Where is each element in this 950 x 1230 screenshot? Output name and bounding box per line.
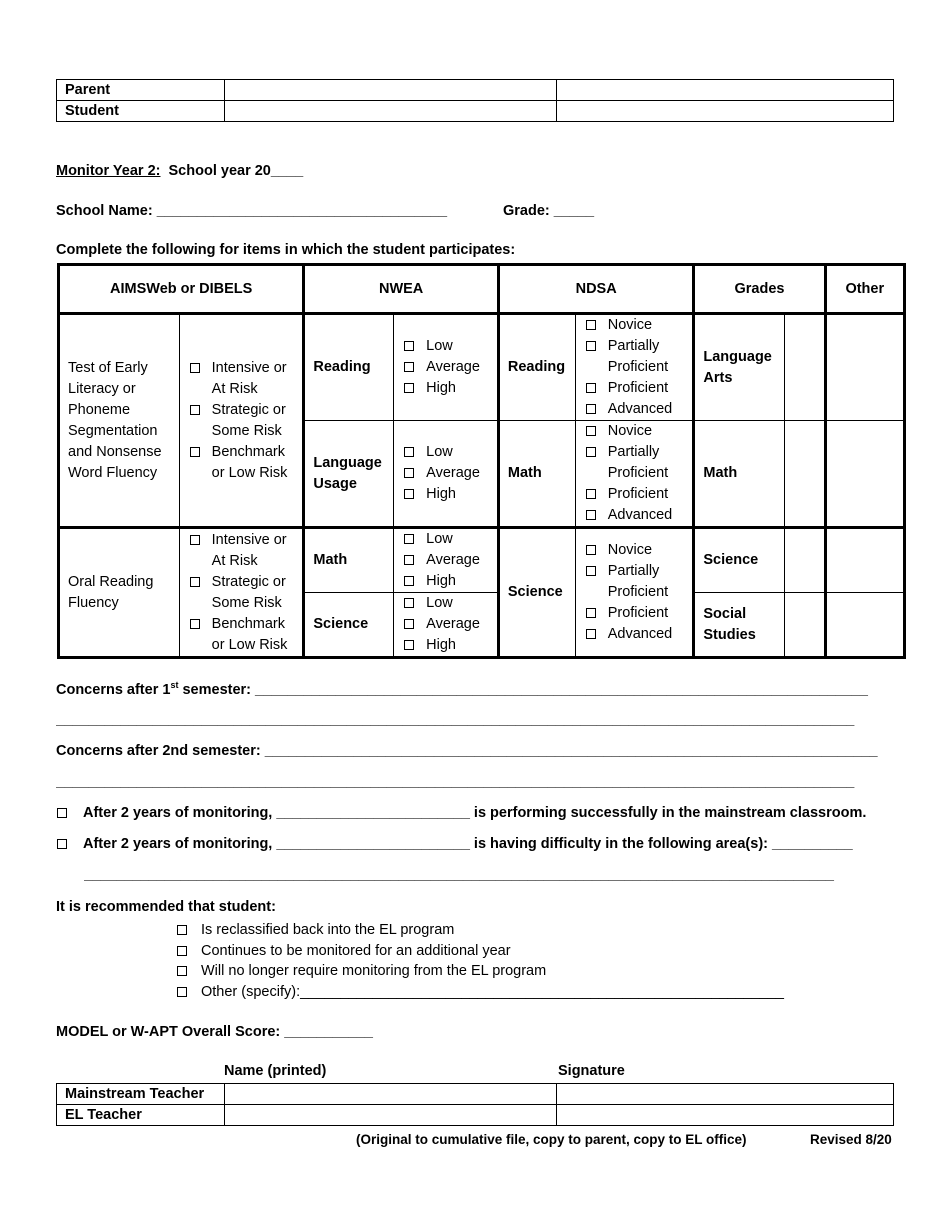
checkbox[interactable] <box>177 946 187 956</box>
checkbox[interactable] <box>586 341 596 351</box>
other-entry[interactable] <box>825 314 904 421</box>
name-cell[interactable] <box>225 1105 557 1126</box>
name-cell[interactable] <box>225 1084 557 1105</box>
option-label: Intensive or <box>211 359 287 376</box>
grades-subject-math: Math <box>694 421 785 528</box>
nwea-levels-language-usage <box>394 421 499 528</box>
option-label: or Low Risk <box>211 464 288 481</box>
option-label: Average <box>426 616 480 632</box>
option <box>394 550 497 571</box>
grade-field[interactable]: Grade: _____ <box>503 203 595 219</box>
option <box>576 378 693 399</box>
header-nwea: NWEA <box>304 265 499 314</box>
option <box>576 561 693 603</box>
option-label: Average <box>426 552 480 568</box>
column-header-name: Name (printed) <box>224 1063 327 1079</box>
option-label: Low <box>426 595 453 611</box>
aims-test-oral-reading <box>59 528 180 658</box>
option-label: At Risk <box>211 552 258 569</box>
option-label: Average <box>426 359 480 375</box>
option-label: Proficient <box>607 465 669 481</box>
ndsa-subject-science: Science <box>498 528 575 658</box>
option <box>394 357 497 378</box>
table-row <box>57 80 894 101</box>
checkbox[interactable] <box>404 640 414 650</box>
nwea-subject-language-usage <box>304 421 394 528</box>
option <box>180 530 303 572</box>
concerns-second-semester[interactable]: Concerns after 2nd semester: ____________________________________________________________________________ <box>56 743 878 759</box>
option-label: Benchmark <box>211 443 285 460</box>
option-label: Low <box>426 338 453 354</box>
checkbox[interactable] <box>404 576 414 586</box>
teacher-signature-table <box>56 1083 894 1126</box>
option-label: or Low Risk <box>211 636 288 653</box>
checkbox[interactable] <box>586 608 596 618</box>
checkbox[interactable] <box>404 555 414 565</box>
nwea-subject-reading: Reading <box>304 314 394 421</box>
option-label: Proficient <box>607 584 669 600</box>
concerns-line-1[interactable]: ___________________________________________________________________________________________________ <box>56 712 855 728</box>
other-entry[interactable] <box>825 528 904 593</box>
option-label: High <box>426 573 456 589</box>
option-label: Strategic or <box>211 401 286 418</box>
option <box>180 400 303 442</box>
text-line: Usage <box>313 475 357 492</box>
text-line: and Nonsense <box>68 443 162 460</box>
option-label: Novice <box>607 542 653 558</box>
checkbox[interactable] <box>190 619 200 629</box>
option <box>576 421 693 442</box>
text-line: Language <box>313 454 382 471</box>
signature-cell[interactable] <box>557 80 894 101</box>
option <box>576 315 693 336</box>
text-line: Studies <box>703 626 756 643</box>
option <box>576 399 693 420</box>
outcome-difficulty <box>57 836 853 852</box>
checkbox[interactable] <box>57 808 67 818</box>
grades-subject-science: Science <box>694 528 785 593</box>
grade-entry[interactable] <box>785 421 825 528</box>
checkbox[interactable] <box>404 468 414 478</box>
option-label: Intensive or <box>211 531 287 548</box>
text-line: Arts <box>703 369 733 386</box>
option-label: High <box>426 637 456 653</box>
school-year-field[interactable]: School year 20____ <box>168 163 304 179</box>
checkbox[interactable] <box>586 545 596 555</box>
checkbox[interactable] <box>586 629 596 639</box>
ndsa-subject-math: Math <box>498 421 575 528</box>
option <box>394 484 497 505</box>
option-label: Partially <box>607 563 660 579</box>
outcome-text: After 2 years of monitoring, ________________________ is performing successfully in the mainstream classroom. <box>83 805 867 821</box>
school-name-field[interactable]: School Name: ____________________________________ <box>56 203 448 219</box>
text-line: Literacy or <box>68 380 136 397</box>
checkbox[interactable] <box>586 404 596 414</box>
option <box>394 463 497 484</box>
recommendation-label: It is recommended that student: <box>56 899 276 915</box>
option-label: Partially <box>607 338 660 354</box>
checkbox[interactable] <box>404 619 414 629</box>
nwea-levels-reading <box>394 314 499 421</box>
checkbox[interactable] <box>586 447 596 457</box>
option-label: Advanced <box>607 507 673 523</box>
option <box>394 635 497 656</box>
option <box>394 614 497 635</box>
ndsa-levels-math <box>575 421 694 528</box>
option <box>394 571 497 592</box>
ordinal-suffix: st <box>170 680 179 690</box>
grades-subject-social-studies <box>694 593 785 658</box>
column-header-signature: Signature <box>558 1063 625 1079</box>
other-entry[interactable] <box>825 593 904 658</box>
checkbox[interactable] <box>57 839 67 849</box>
grades-subject-language-arts <box>694 314 785 421</box>
nwea-levels-math <box>394 528 499 593</box>
option-label: Partially <box>607 444 660 460</box>
signature-cell[interactable] <box>557 101 894 122</box>
outcome-text: After 2 years of monitoring, ________________________ is having difficulty in the following area(s): __________ <box>83 836 853 852</box>
aims-levels-2 <box>179 528 304 658</box>
row-label: Student <box>57 101 225 122</box>
recommendation-option <box>177 920 784 941</box>
option-label: Will no longer require monitoring from the EL program <box>201 963 547 979</box>
header-aimsweb: AIMSWeb or DIBELS <box>59 265 304 314</box>
option-label: High <box>426 380 456 396</box>
option <box>180 358 303 400</box>
option-label: Proficient <box>607 486 669 502</box>
checkbox[interactable] <box>190 363 200 373</box>
option-label: Low <box>426 531 453 547</box>
text-line: Social <box>703 605 747 622</box>
option <box>576 603 693 624</box>
option <box>180 614 303 656</box>
nwea-subject-math: Math <box>304 528 394 593</box>
header-other: Other <box>825 265 904 314</box>
option-label: Other (specify):____________________________________________________________ <box>201 983 784 1000</box>
outcome-success <box>57 805 866 821</box>
text-line: Oral Reading <box>68 573 154 590</box>
revision-label: Revised 8/20 <box>810 1132 892 1147</box>
option-label: High <box>426 486 456 502</box>
grade-entry[interactable] <box>785 528 825 593</box>
row-label: Parent <box>57 80 225 101</box>
recommendation-option <box>177 941 784 962</box>
option-label: Is reclassified back into the EL program <box>201 922 455 938</box>
header-grades: Grades <box>694 265 825 314</box>
text-line: Fluency <box>68 594 119 611</box>
grade-entry[interactable] <box>785 593 825 658</box>
checkbox[interactable] <box>404 362 414 372</box>
option-label: Strategic or <box>211 573 286 590</box>
checkbox[interactable] <box>190 447 200 457</box>
instructions: Complete the following for items in which the student participates: <box>56 242 516 258</box>
nwea-subject-science: Science <box>304 593 394 658</box>
footer-note: (Original to cumulative file, copy to parent, copy to EL office) <box>356 1132 747 1147</box>
text-line: Segmentation <box>68 422 158 439</box>
option-label: Proficient <box>607 380 669 396</box>
option-label: Benchmark <box>211 615 285 632</box>
option-label: Proficient <box>607 359 669 375</box>
ndsa-subject-reading: Reading <box>498 314 575 421</box>
option <box>394 442 497 463</box>
name-cell[interactable] <box>225 101 557 122</box>
option-label: Continues to be monitored for an additional year <box>201 942 511 959</box>
nwea-levels-science <box>394 593 499 658</box>
ndsa-levels-science <box>575 528 694 658</box>
option <box>576 442 693 484</box>
checkbox[interactable] <box>190 577 200 587</box>
text-line: Phoneme <box>68 401 131 418</box>
table-row <box>57 1105 894 1126</box>
monitor-year-line <box>56 163 303 179</box>
table-row <box>57 1084 894 1105</box>
option <box>180 572 303 614</box>
option-label: Advanced <box>607 626 673 642</box>
checkbox[interactable] <box>404 534 414 544</box>
name-cell[interactable] <box>225 80 557 101</box>
overall-score-field[interactable]: MODEL or W-APT Overall Score: ___________ <box>56 1024 373 1040</box>
checkbox[interactable] <box>586 383 596 393</box>
option <box>576 540 693 561</box>
concerns-line-2[interactable]: ___________________________________________________________________________________________________ <box>56 774 855 790</box>
concerns-label: Concerns after 1 <box>56 681 171 698</box>
checkbox[interactable] <box>404 598 414 608</box>
checkbox[interactable] <box>586 320 596 330</box>
option-label: Some Risk <box>211 422 282 439</box>
checkbox[interactable] <box>586 566 596 576</box>
grade-entry[interactable] <box>785 314 825 421</box>
checkbox[interactable] <box>586 426 596 436</box>
option-label: Proficient <box>607 605 669 621</box>
difficulty-line[interactable]: _____________________________________________________________________________________________ <box>84 867 834 883</box>
option-label: Novice <box>607 423 653 439</box>
checkbox[interactable] <box>190 535 200 545</box>
assessment-table <box>57 263 906 659</box>
option-label: Novice <box>607 317 653 333</box>
ndsa-levels-reading <box>575 314 694 421</box>
option <box>394 336 497 357</box>
header-ndsa: NDSA <box>498 265 694 314</box>
checkbox[interactable] <box>404 383 414 393</box>
row-label: EL Teacher <box>57 1105 225 1126</box>
concerns-blank: semester: ____________________________________________________________________________ <box>178 681 868 698</box>
parent-student-table <box>56 79 894 122</box>
checkbox[interactable] <box>404 447 414 457</box>
option <box>576 624 693 645</box>
recommendation-option <box>177 982 784 1003</box>
checkbox[interactable] <box>190 405 200 415</box>
option-label: Some Risk <box>211 594 282 611</box>
row-label: Mainstream Teacher <box>57 1084 225 1105</box>
checkbox[interactable] <box>177 925 187 935</box>
recommendation-option <box>177 961 784 982</box>
text-line: Word Fluency <box>68 464 158 481</box>
option <box>394 593 497 614</box>
option <box>576 505 693 526</box>
text-line: Test of Early <box>68 359 148 376</box>
aims-test-early-literacy <box>59 314 180 528</box>
option <box>576 336 693 378</box>
option <box>394 529 497 550</box>
checkbox[interactable] <box>404 489 414 499</box>
option-label: Low <box>426 444 453 460</box>
option <box>394 378 497 399</box>
aims-levels-1 <box>179 314 304 528</box>
checkbox[interactable] <box>177 966 187 976</box>
recommendation-options <box>177 920 784 1002</box>
checkbox[interactable] <box>177 987 187 997</box>
checkbox[interactable] <box>586 510 596 520</box>
checkbox[interactable] <box>404 341 414 351</box>
table-row <box>57 101 894 122</box>
signature-cell[interactable] <box>557 1084 894 1105</box>
option <box>576 484 693 505</box>
option-label: At Risk <box>211 380 258 397</box>
checkbox[interactable] <box>586 489 596 499</box>
option-label: Advanced <box>607 401 673 417</box>
concerns-first-semester[interactable] <box>56 680 868 698</box>
option-label: Average <box>426 465 480 481</box>
option <box>180 442 303 484</box>
other-entry[interactable] <box>825 421 904 528</box>
signature-cell[interactable] <box>557 1105 894 1126</box>
monitor-label: Monitor Year 2: <box>56 163 161 179</box>
text-line: Language <box>703 348 772 365</box>
